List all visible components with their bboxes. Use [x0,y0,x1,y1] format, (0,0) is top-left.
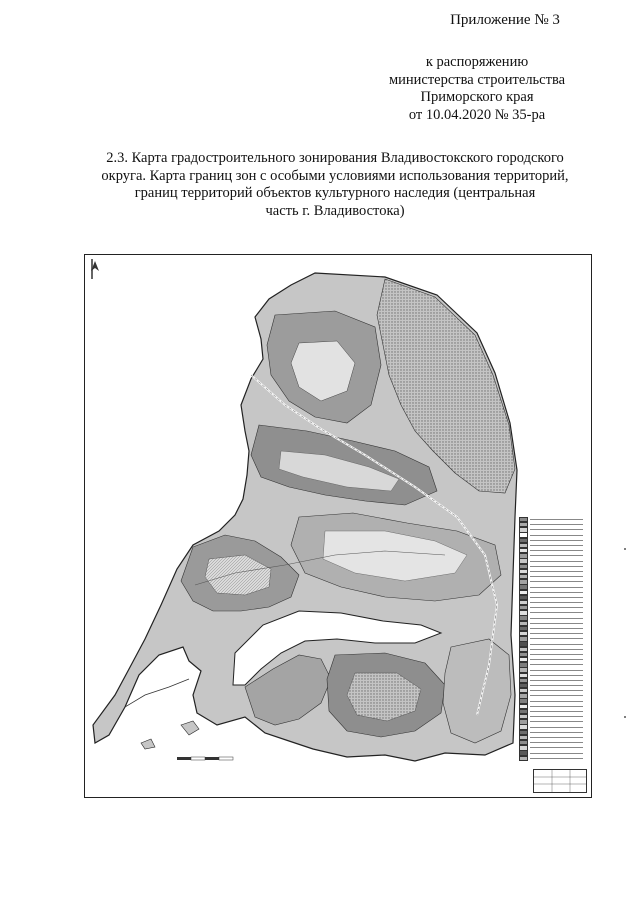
heading-line: часть г. Владивостока) [265,202,405,219]
heading-line: границ территорий объектов культурного наследия (центральная [134,185,536,201]
legend-swatch [519,756,528,761]
island [181,721,199,735]
zoning-map-graphic [85,255,593,799]
zoning-map [84,254,592,798]
order-reference [362,54,592,124]
order-line: министерства строительства [388,71,566,88]
scan-speck [624,716,626,718]
scale-bar-graphic [177,755,237,763]
appendix-number: Приложение № 3 [450,12,560,28]
order-line: от 10.04.2020 № 35-ра [408,106,546,123]
legend-item [519,756,583,761]
heading-line: округа. Карта границ зон с особыми условиями использования территорий, [101,167,569,184]
zone-south-east [443,639,511,743]
map-legend [519,517,583,761]
title-stamp [533,769,587,793]
heading-line: 2.3. Карта градостроительного зонирования Владивостокского городского [106,150,564,166]
island [141,739,155,749]
order-line: к распоряжению [425,54,529,70]
order-line: Приморского края [420,89,534,105]
scan-speck [624,548,626,550]
document-heading [70,150,600,220]
title-stamp-grid [534,770,586,792]
